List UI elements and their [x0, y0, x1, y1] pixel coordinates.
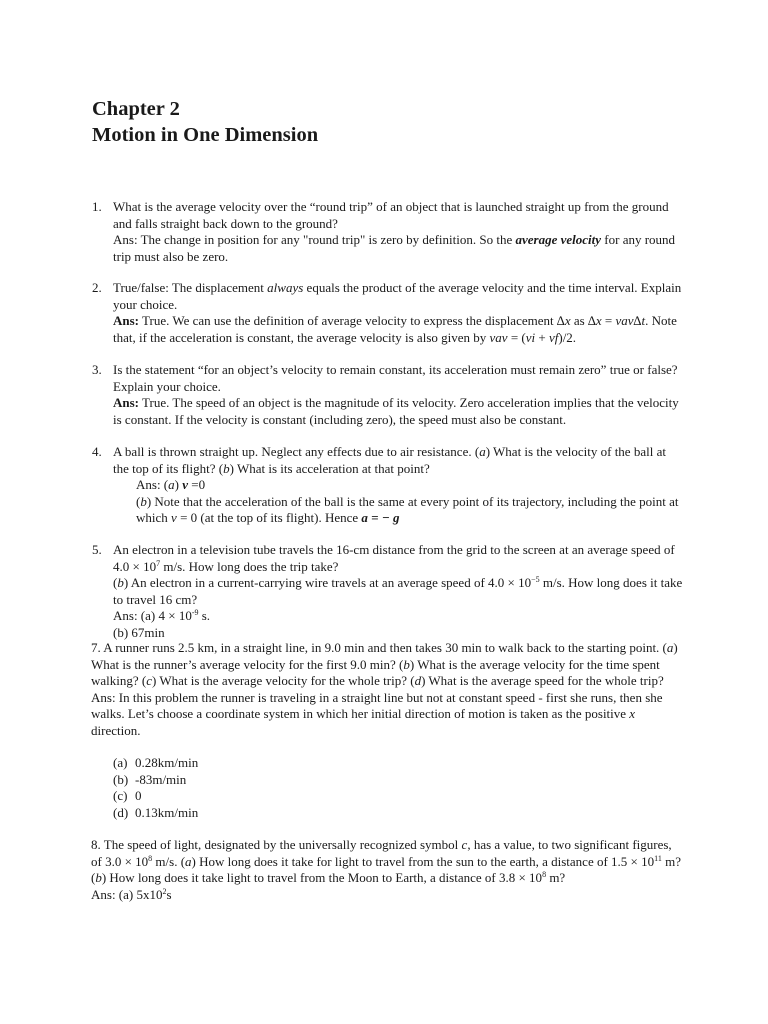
question-text-b: (b) An electron in a current-carrying wire travels at an average speed of $4.0 \times 10^{-5}$ m/s. How long does it take to travel 16 cm? [113, 575, 683, 607]
chapter-number: Chapter 2 [92, 98, 180, 120]
question-body [91, 640, 683, 739]
question-body [113, 444, 683, 477]
question-text: 7. A runner runs 2.5 km, in a straight line, in 9.0 min and then takes 30 min to walk back to the starting point. (a) What is the runner’s average velocity for the first 9.0 min? (b) What is the average velocity for the time spent walking? (c) What is the average velocity for the whole trip? (d) What is the average speed for the whole trip? [91, 640, 678, 688]
answer-text: Ans: The change in position for any "round trip" is zero by definition. So the average velocity for any round trip must also be zero. [113, 232, 676, 264]
question-number: 1. [92, 199, 102, 214]
question-number: 5. [92, 542, 102, 557]
chapter-title: Motion in One Dimension [92, 124, 319, 146]
question-text: Is the statement “for an object’s velocity to remain constant, its acceleration must remain zero” true or false? Explain your choice. [113, 362, 678, 394]
question-text-a: An electron in a television tube travels the 16-cm distance from the grid to the screen at an average speed of $4.0 \times 10^7$ m/s. How long does the trip take? [113, 542, 675, 574]
question-number: 3. [92, 362, 102, 377]
answer-body [136, 477, 684, 527]
answer-text: Ans: True. We can use the definition of average velocity to express the displacement ∆x as ∆x = vav∆t. Note that, if the acceleration is constant, the average velocity is also given by vav = (vi + vf)/2. [113, 313, 677, 345]
question-text: True/false: The displacement always equals the product of the average velocity and the time interval. Explain your choice. [113, 280, 682, 312]
chapter-heading [92, 96, 318, 148]
list-item: (b) -83m/min [113, 771, 187, 787]
answer-text: Ans: (a) $5x10^2s$ [91, 886, 172, 902]
question-body [91, 837, 683, 903]
answer-text: Ans: In this problem the runner is traveling in a straight line but not at constant speed - first she runs, then she walks. Let’s choose a coordinate system in which her initial direction of motion is taken as the positive x direction. [91, 689, 663, 738]
answer-b: (b) 67min [113, 624, 165, 640]
question-body [113, 542, 683, 641]
question-body [113, 362, 683, 428]
question-body [113, 280, 683, 346]
answer-b: (b) Note that the acceleration of the ball is the same at every point of its trajectory, including the point at which v = 0 (at the top of its flight). Hence a = − g [136, 493, 679, 525]
question-number: 4. [92, 444, 102, 459]
list-item: (a) 0.28km/min [113, 755, 199, 770]
answer-text: Ans: True. The speed of an object is the magnitude of its velocity. Zero acceleration implies that the velocity is constant. If the velocity is constant (including zero), the speed must also be constant. [113, 395, 679, 427]
answer-a: Ans: (a) $4 \times 10^{-9}$ s. [113, 608, 211, 623]
question-body [113, 199, 683, 265]
list-item: (d) 0.13km/min [113, 804, 199, 820]
answer-a: Ans: (a) v =0 [136, 477, 206, 492]
list-item: (c) 0 [113, 788, 142, 803]
question-text: 8. The speed of light, designated by the universally recognized symbol c, has a value, to two significant figures, of $3.0 \times 10^8$ m/s. (a) How long does it take for light to travel from the sun to the earth, a distance of $1.5 \times 10^{11}$ m? (b) How long does it take light to travel from the Moon to Earth, a distance of $3.8 \times 10^8$ m? [91, 837, 681, 885]
question-text: What is the average velocity over the “round trip” of an object that is launched straight up from the ground and falls straight back down to the ground? [113, 199, 669, 231]
question-text: A ball is thrown straight up. Neglect any effects due to air resistance. (a) What is the velocity of the ball at the top of its flight? (b) What is its acceleration at that point? [113, 444, 666, 476]
question-number: 2. [92, 280, 102, 295]
answer-list [113, 755, 198, 821]
